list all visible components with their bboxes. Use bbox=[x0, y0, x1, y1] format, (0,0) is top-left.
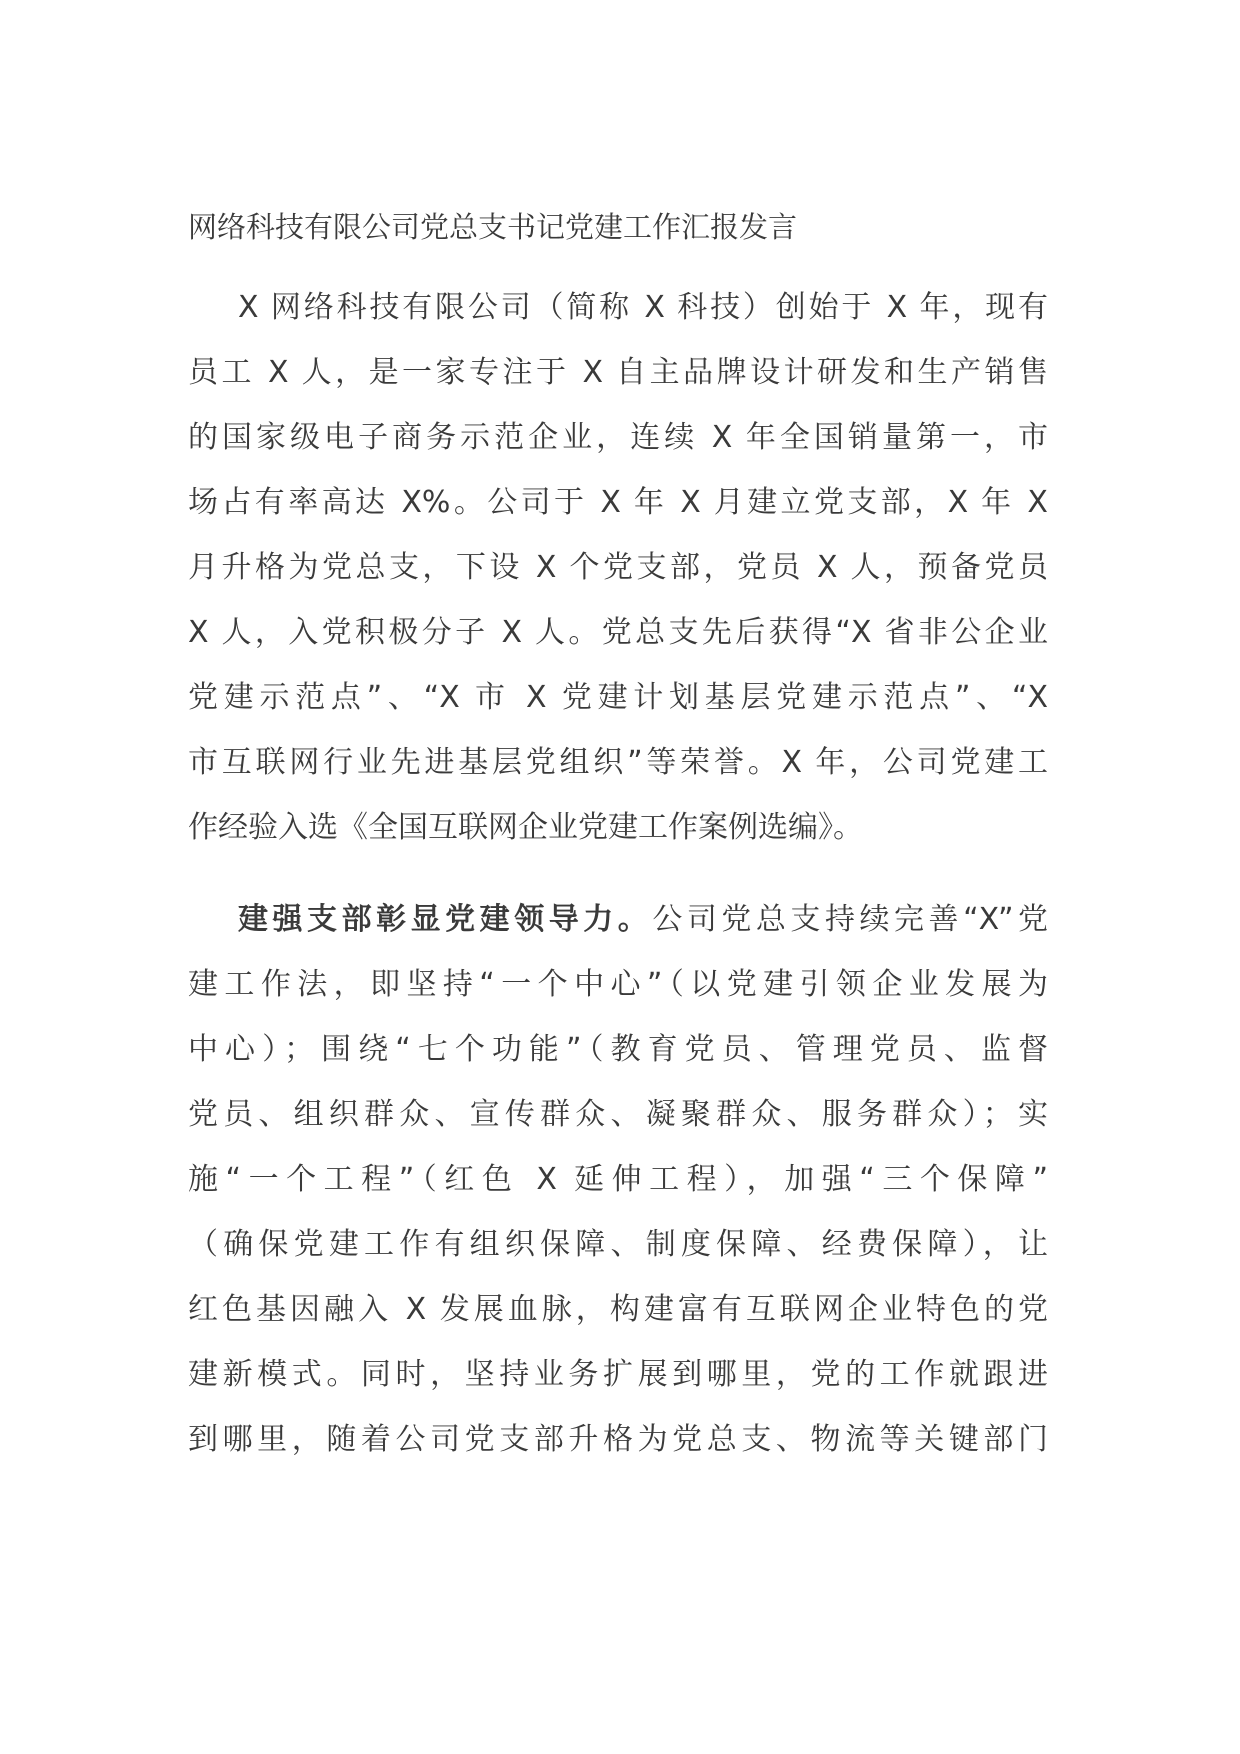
text-line: 场占有率高达 X%。公司于 X 年 X 月建立党支部，X 年 X bbox=[188, 485, 1048, 520]
text-line: X 网络科技有限公司（简称 X 科技）创始于 X 年，现有 bbox=[238, 290, 1048, 325]
text-line: 的国家级电子商务示范企业，连续 X 年全国销量第一，市 bbox=[188, 420, 1048, 455]
text-line: 作经验入选《全国互联网企业党建工作案例选编》。 bbox=[188, 810, 863, 845]
text-line: X 人，入党积极分子 X 人。党总支先后获得“X 省非公企业 bbox=[188, 615, 1048, 650]
text-line: 员工 X 人，是一家专注于 X 自主品牌设计研发和生产销售 bbox=[188, 355, 1048, 390]
text-line: 红色基因融入 X 发展血脉，构建富有互联网企业特色的党 bbox=[188, 1292, 1048, 1327]
text-line bbox=[188, 887, 1048, 952]
document-title: 网络科技有限公司党总支书记党建工作汇报发言 bbox=[188, 210, 798, 244]
text-line: 施“一个工程”（红色 X 延伸工程），加强“三个保障” bbox=[188, 1162, 1048, 1197]
text-line: 月升格为党总支，下设 X 个党支部，党员 X 人，预备党员 bbox=[188, 550, 1048, 585]
text-line: （确保党建工作有组织保障、制度保障、经费保障），让 bbox=[188, 1227, 1048, 1262]
text-span: 公司党总支持续完善“X”党 bbox=[652, 902, 1049, 937]
paragraph-company-intro bbox=[188, 275, 1048, 860]
text-line: 中心）；围绕“七个功能”（教育党员、管理党员、监督 bbox=[188, 1032, 1048, 1067]
text-line: 到哪里，随着公司党支部升格为党总支、物流等关键部门 bbox=[188, 1422, 1048, 1457]
text-line: 建新模式。同时，坚持业务扩展到哪里，党的工作就跟进 bbox=[188, 1357, 1048, 1392]
text-line: 市互联网行业先进基层党组织”等荣誉。X 年，公司党建工 bbox=[188, 745, 1048, 780]
text-line: 党员、组织群众、宣传群众、凝聚群众、服务群众）；实 bbox=[188, 1097, 1048, 1132]
paragraph-branch-building bbox=[188, 887, 1048, 1472]
text-line: 建工作法，即坚持“一个中心”（以党建引领企业发展为 bbox=[188, 967, 1048, 1002]
paragraph-heading: 建强支部彰显党建领导力。 bbox=[238, 902, 653, 937]
text-line: 党建示范点”、“X 市 X 党建计划基层党建示范点”、“X bbox=[188, 680, 1048, 715]
